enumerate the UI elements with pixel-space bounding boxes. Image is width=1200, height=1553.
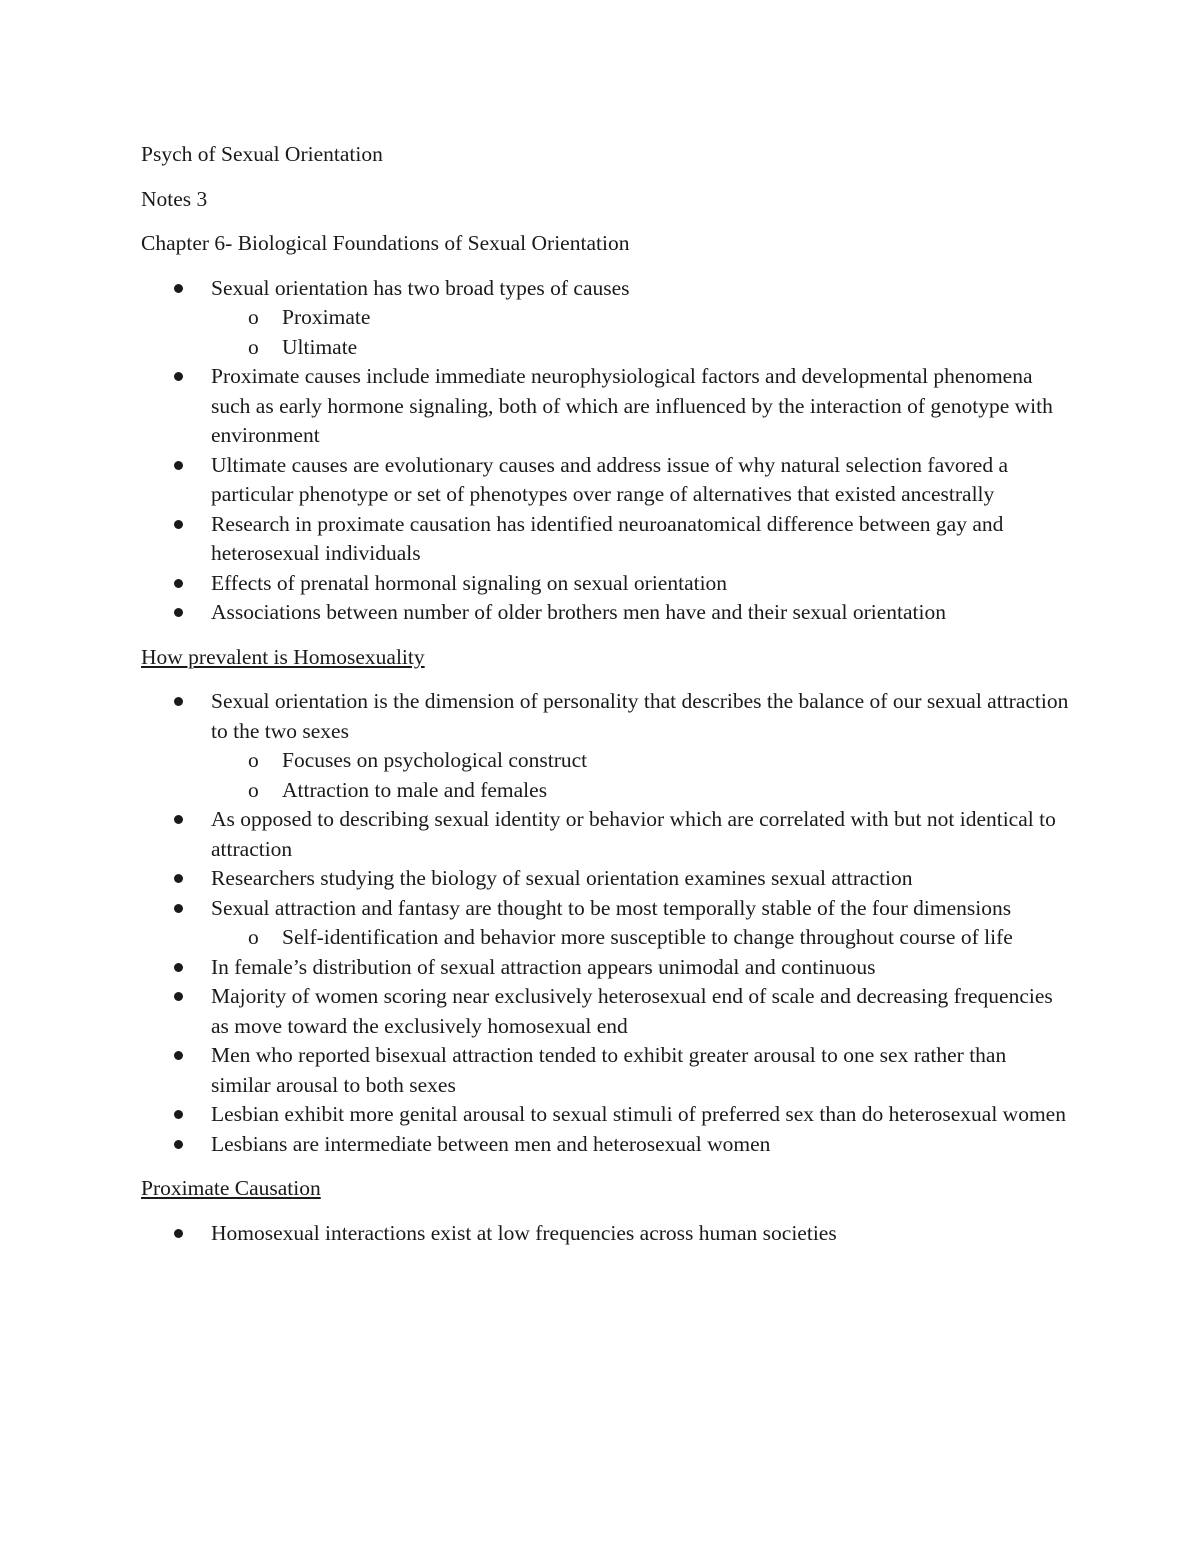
hollow-bullet-icon: o [248, 777, 259, 802]
document-title: Psych of Sexual Orientation [141, 142, 383, 166]
bullet-icon [174, 874, 183, 883]
sub-list-item-text: Attraction to male and females [282, 777, 548, 802]
section1-list [141, 274, 1071, 628]
document-page [141, 140, 1071, 1248]
section-heading-proximate-causation: Proximate Causation [141, 1176, 321, 1200]
sub-list-item [211, 923, 1071, 953]
list-item [141, 451, 1071, 510]
list-item [141, 953, 1071, 983]
list-item [141, 864, 1071, 894]
hollow-bullet-icon: o [248, 748, 259, 772]
sub-list-item-text: Focuses on psychological construct [282, 748, 588, 772]
list-item-text: Effects of prenatal hormonal signaling on sexual orientation [211, 570, 728, 595]
bullet-icon [174, 697, 183, 706]
list-item-text: Sexual attraction and fantasy are thought to be most temporally stable of the four dimensions [211, 895, 1012, 920]
list-item [141, 1130, 1071, 1160]
bullet-icon [174, 372, 183, 381]
list-item [141, 805, 1071, 864]
list-item-text: Research in proximate causation has identified neuroanatomical difference between gay and heterosexual individuals [211, 511, 1004, 565]
bullet-icon [174, 1229, 183, 1238]
list-item-text: Researchers studying the biology of sexual orientation examines sexual attraction [211, 866, 913, 890]
bullet-icon [174, 963, 183, 972]
list-item-text: Lesbians are intermediate between men and heterosexual women [211, 1131, 771, 1156]
sub-list-item-text: Ultimate [282, 334, 358, 359]
section2-list [141, 687, 1071, 1159]
hollow-bullet-icon: o [248, 305, 259, 329]
notes-label: Notes 3 [141, 186, 208, 211]
sub-list-item [211, 333, 1071, 363]
bullet-icon [174, 461, 183, 470]
list-item [141, 569, 1071, 599]
sub-list-item-text: Self-identification and behavior more susceptible to change throughout course of life [282, 925, 1013, 949]
list-item [141, 894, 1071, 953]
bullet-icon [174, 520, 183, 529]
hollow-bullet-icon: o [248, 925, 259, 949]
section3-list [141, 1219, 1071, 1249]
sub-list-item-text: Proximate [282, 305, 371, 329]
list-item [141, 1041, 1071, 1100]
list-item-text: Ultimate causes are evolutionary causes and address issue of why natural selection favored a particular phenotype or set of phenotypes over range of alternatives that existed ancestrally [211, 452, 1009, 506]
chapter-heading: Chapter 6- Biological Foundations of Sexual Orientation [141, 231, 630, 255]
sub-list [211, 746, 1071, 805]
list-item-text: In female’s distribution of sexual attraction appears unimodal and continuous [211, 954, 876, 979]
list-item [141, 982, 1071, 1041]
bullet-icon [174, 284, 183, 293]
list-item [141, 598, 1071, 628]
bullet-icon [174, 1051, 183, 1060]
list-item [141, 1219, 1071, 1249]
bullet-icon [174, 579, 183, 588]
bullet-icon [174, 1110, 183, 1119]
list-item-text: Majority of women scoring near exclusively heterosexual end of scale and decreasing frequencies as move toward the exclusively homosexual end [211, 984, 1053, 1038]
bullet-icon [174, 904, 183, 913]
bullet-icon [174, 1140, 183, 1149]
list-item-text: Proximate causes include immediate neurophysiological factors and developmental phenomena such as early hormone signaling, both of which are influenced by the interaction of genotype with environment [211, 364, 1053, 447]
list-item-text: Associations between number of older brothers men have and their sexual orientation [211, 600, 946, 624]
list-item [141, 274, 1071, 363]
list-item-text: Homosexual interactions exist at low frequencies across human societies [211, 1220, 837, 1245]
bullet-icon [174, 815, 183, 824]
sub-list-item [211, 746, 1071, 776]
sub-list [211, 303, 1071, 362]
sub-list-item [211, 776, 1071, 806]
bullet-icon [174, 608, 183, 617]
list-item-text: Lesbian exhibit more genital arousal to sexual stimuli of preferred sex than do heterosexual women [211, 1102, 1066, 1126]
sub-list-item [211, 303, 1071, 333]
list-item [141, 1100, 1071, 1130]
list-item [141, 362, 1071, 451]
list-item-text: Sexual orientation is the dimension of personality that describes the balance of our sexual attraction to the two sexes [211, 689, 1069, 743]
sub-list [211, 923, 1071, 953]
bullet-icon [174, 992, 183, 1001]
hollow-bullet-icon: o [248, 334, 259, 359]
list-item-text: As opposed to describing sexual identity or behavior which are correlated with but not identical to attraction [211, 807, 1056, 861]
section-heading-prevalence: How prevalent is Homosexuality [141, 644, 425, 669]
list-item-text: Men who reported bisexual attraction tended to exhibit greater arousal to one sex rather than similar arousal to both sexes [211, 1043, 1007, 1097]
list-item-text: Sexual orientation has two broad types of causes [211, 275, 630, 300]
list-item [141, 510, 1071, 569]
list-item [141, 687, 1071, 805]
